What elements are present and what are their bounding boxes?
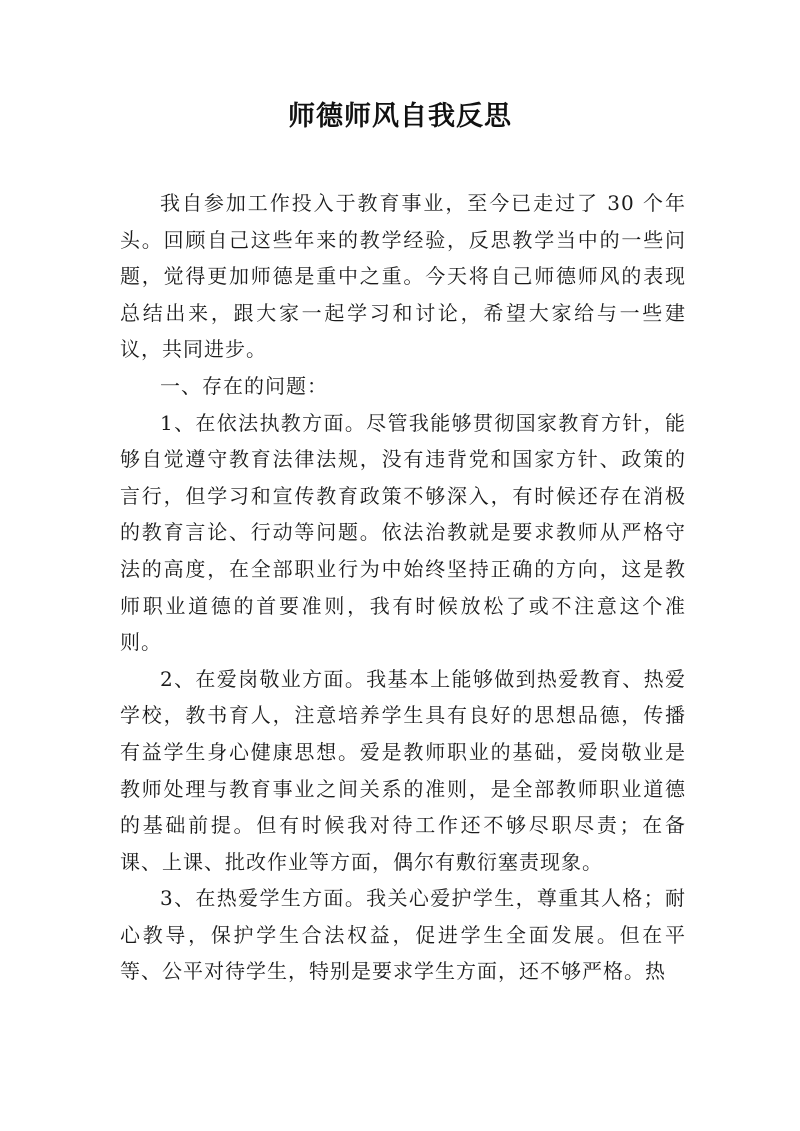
document-body <box>120 185 686 990</box>
paragraph-item-3: 3、在热爱学生方面。我关心爱护学生，尊重其人格；耐心教导，保护学生合法权益，促进学生全面发展。但在平等、公平对待学生，特别是要求学生方面，还不够严格。热 <box>120 886 686 984</box>
paragraph-item-2: 2、在爱岗敬业方面。我基本上能够做到热爱教育、热爱学校，教书育人，注意培养学生具有良好的思想品德，传播有益学生身心健康思想。爱是教师职业的基础，爱岗敬业是教师处理与教育事业之间关系的准则，是全部教师职业道德的基础前提。但有时候我对待工作还不够尽职尽责；在备课、上课、批改作业等方面，偶尔有敷衍塞责现象。 <box>120 666 686 874</box>
paragraph-intro: 我自参加工作投入于教育事业，至今已走过了 30 个年头。回顾自己这些年来的教学经验，反思教学当中的一些问题，觉得更加师德是重中之重。今天将自己师德师风的表现总结出来，跟大家一起学习和讨论，希望大家给与一些建议，共同进步。 <box>120 191 686 362</box>
paragraph-item-1: 1、在依法执教方面。尽管我能够贯彻国家教育方针，能够自觉遵守教育法律法规，没有违背党和国家方针、政策的言行，但学习和宣传教育政策不够深入，有时候还存在消极的教育言论、行动等问题。依法治教就是要求教师从严格守法的高度，在全部职业行为中始终坚持正确的方向，这是教师职业道德的首要准则，我有时候放松了或不注意这个准则。 <box>120 410 686 655</box>
paragraph-section-heading: 一、存在的问题： <box>160 373 328 398</box>
document-title: 师德师风自我反思 <box>288 101 512 132</box>
